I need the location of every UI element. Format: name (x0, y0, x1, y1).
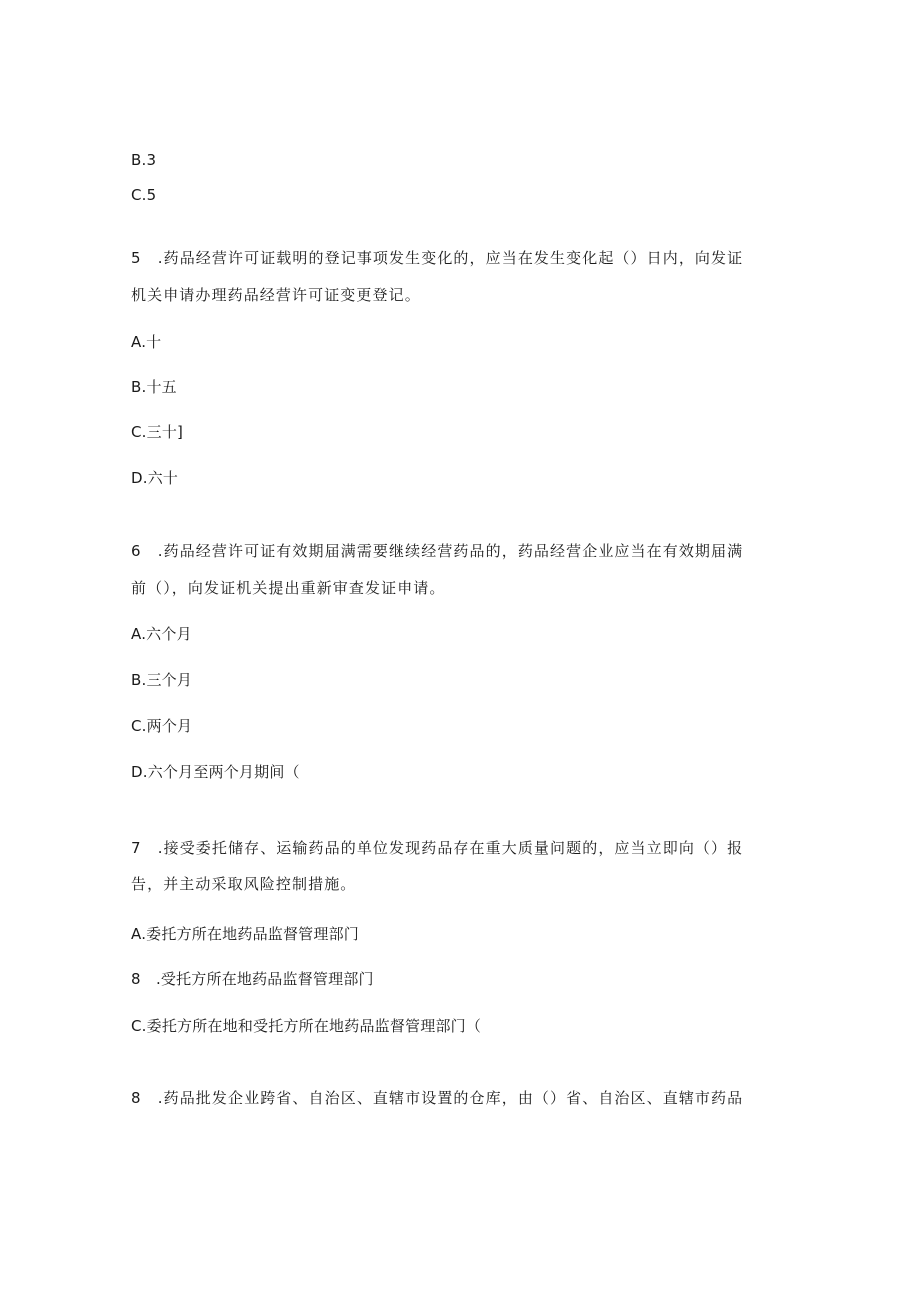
option-b-q5: B.十五 (131, 378, 177, 396)
option-a-q5: A.十 (131, 333, 162, 351)
option-c-q6: C.两个月 (131, 717, 193, 735)
question-6-line-1: 6 .药品经营许可证有效期届满需要继续经营药品的，药品经营企业应当在有效期届满 (131, 542, 744, 560)
option-c-q7: C.委托方所在地和受托方所在地药品监督管理部门（ (131, 1017, 482, 1035)
question-7-line-2: 告，并主动采取风险控制措施。 (131, 875, 357, 893)
question-6-line-2: 前（），向发证机关提出重新审查发证申请。 (131, 579, 446, 597)
option-b-q6: B.三个月 (131, 671, 193, 689)
option-d-q6: D.六个月至两个月期间（ (131, 763, 300, 781)
option-a-q6: A.六个月 (131, 625, 192, 643)
option-a-q7: A.委托方所在地药品监督管理部门 (131, 925, 359, 943)
question-5-line-2: 机关申请办理药品经营许可证变更登记。 (131, 286, 421, 304)
question-5-line-1: 5 .药品经营许可证载明的登记事项发生变化的，应当在发生变化起（）日内，向发证 (131, 249, 744, 267)
option-c-q5: C.三十] (131, 423, 184, 441)
option-d-q5: D.六十 (131, 469, 179, 487)
option-c-q4: C.5 (131, 186, 157, 204)
option-b-q7: 8 .受托方所在地药品监督管理部门 (131, 970, 374, 988)
option-b-q4: B.3 (131, 151, 157, 169)
question-7-line-1: 7 .接受委托储存、运输药品的单位发现药品存在重大质量问题的，应当立即向（）报 (131, 839, 744, 857)
question-8-line-1: 8 .药品批发企业跨省、自治区、直辖市设置的仓库，由（）省、自治区、直辖市药品 (131, 1089, 744, 1107)
